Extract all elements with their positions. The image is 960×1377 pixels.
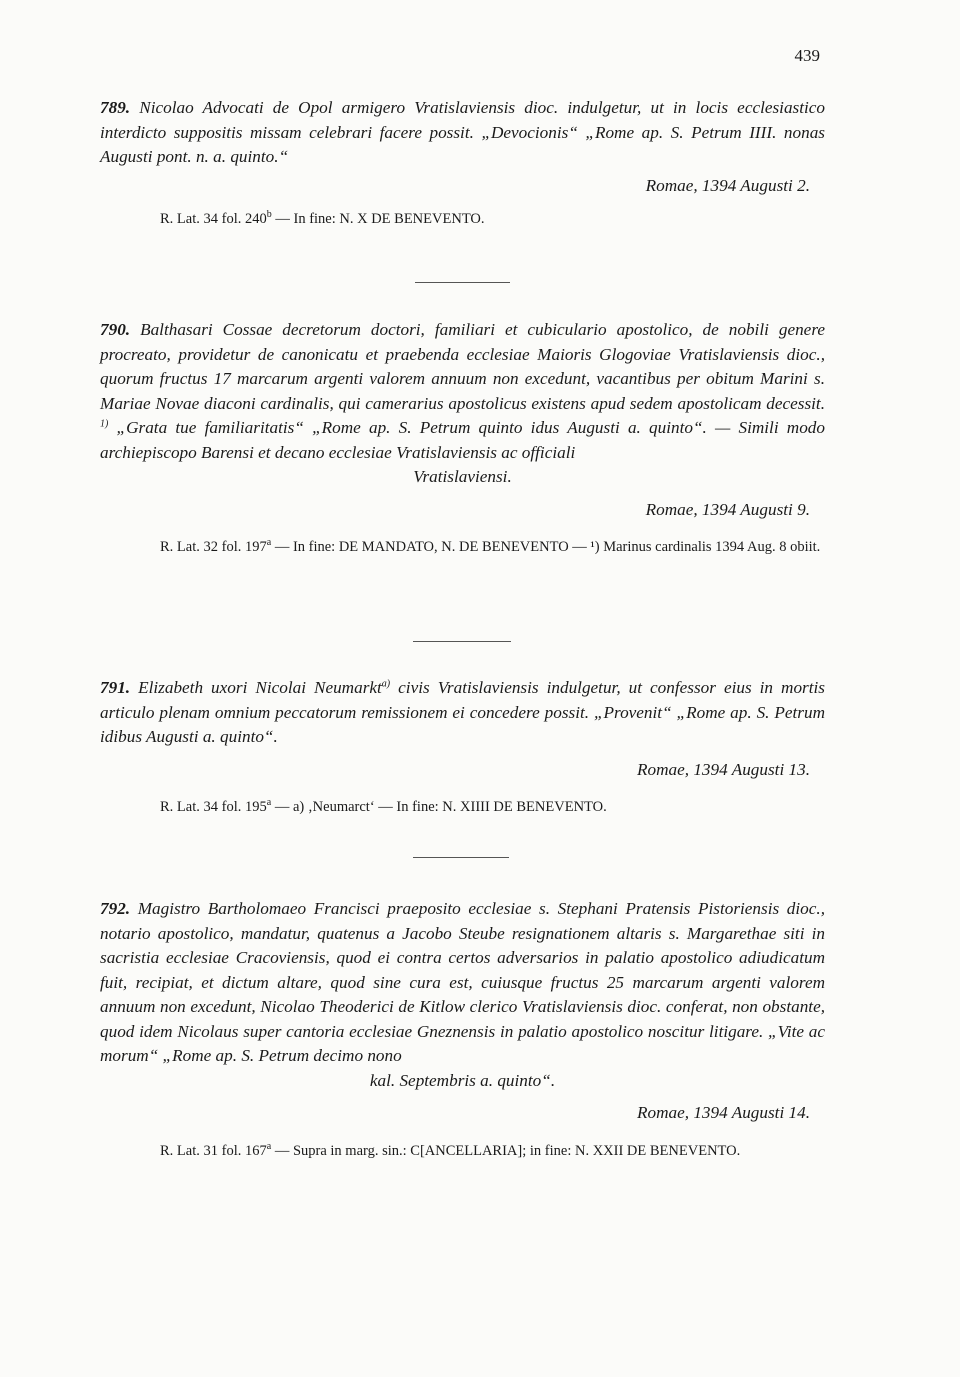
entry-789 [100,96,825,230]
regest-text [100,897,825,1093]
source-ref: R. Lat. 32 fol. 197 [160,539,267,555]
regest-body: Balthasari Cossae decretorum doctori, familiari et cubiculario apostolico, de nobili genere procreato, providetur de canonicatu et praebenda ecclesiae Maioris Glogoviae Vratislaviensis dioc., quorum fructus 17 marcarum argenti valorem annuum non excedunt, vacantibus per obitum Marini s. Mariae Novae diaconi cardinalis, qui camerarius apostolicus existens apud sedem apostolicam decessit. [100,320,825,413]
entry-791 [100,676,825,818]
source-ref: R. Lat. 34 fol. 195 [160,799,267,815]
source-note [100,536,825,558]
page-number: 439 [794,46,820,65]
source-note [100,1140,825,1162]
regest-body: Magistro Bartholomaeo Francisci praeposito ecclesiae s. Stephani Pratensis Pistoriensis dioc., notario apostolico, mandatur, quatenus a Jacobo Steube resignationem altaris s. Margarethae siti in sacristia ecclesiae Cracoviensis, quod ei contra certos adversarios in palatio apostolico adiudicatum fuit, recipiat, et dictum altare, quod sine cura est, cuiusque fructus 25 marcarum argenti valorem annuum non excedunt, Nicolao Theoderici de Kitlow clerico Vratislaviensis dioc. conferat, non obstante, quod idem Nicolaus super cantoria ecclesiae Gneznensis in palatio apostolico noscitur litigare. „Vite ac morum“ „Rome ap. S. Petrum decimo nono [100,899,825,1065]
source-rest: — Supra in marg. sin.: C[ANCELLARIA]; in fine: N. XXII DE BENEVENTO. [271,1142,741,1159]
dateline: Romae, 1394 Augusti 14. [637,1103,810,1122]
entry-number: 790. [100,320,131,339]
source-ref: R. Lat. 31 fol. 167 [160,1142,267,1159]
regest-body-cont: civis Vratislaviensis indulgetur, ut confessor eius in mortis articulo plenam omnium peccatorum remissionem ei concedere possit. „Provenit“ „Rome ap. S. Petrum idibus Augusti a. quinto“. [100,678,825,746]
source-note [100,796,825,818]
source-note [100,208,825,230]
entry-number: 792. [100,899,131,918]
dateline: Romae, 1394 Augusti 13. [637,759,810,779]
regest-text [100,96,825,170]
regest-body: Elizabeth uxori Nicolai Neumarkt [138,678,382,697]
source-sup: a [266,537,272,549]
regest-last-line: Vratislaviensi. [413,467,512,486]
dateline: Romae, 1394 Augusti 9. [645,499,810,519]
entry-number: 791. [100,678,131,697]
source-rest: — a) ‚Neumarct‘ — In fine: N. XIIII DE BENEVENTO. [271,799,607,815]
separator-rule [413,641,511,642]
entry-number: 789. [100,98,131,117]
source-ref: R. Lat. 34 fol. 240 [160,211,267,227]
regest-body: Nicolao Advocati de Opol armigero Vratislaviensis dioc. indulgetur, ut in locis ecclesiastico interdicto suppositis missam celebrari facere possit. „Devocionis“ „Rome ap. S. Petrum IIII. nonas Augusti pont. n. a. quinto.“ [100,98,825,166]
regest-text [100,676,825,750]
footnote-mark: 1) [100,418,109,430]
source-rest: — In fine: N. X DE BENEVENTO. [271,211,485,227]
source-sup: a [266,1140,272,1152]
source-rest: — In fine: DE MANDATO, N. DE BENEVENTO — ¹) Marinus cardinalis 1394 Aug. 8 obiit. [271,539,821,555]
separator-rule [415,282,510,283]
footnote-mark: a) [381,678,391,690]
separator-rule [413,857,509,858]
entry-790 [100,318,825,558]
source-sup: b [266,209,272,221]
dateline: Romae, 1394 Augusti 2. [645,175,810,195]
entry-792 [100,897,825,1162]
regest-text [100,318,825,490]
regest-last-line: kal. Septembris a. quinto“. [369,1070,556,1090]
regest-body-cont: „Grata tue familiaritatis“ „Rome ap. S. Petrum quinto idus Augusti a. quinto“. — Simili modo archiepiscopo Barensi et decano ecclesiae Vratislaviensis ac officiali [100,418,825,462]
source-sup: a [266,797,272,809]
